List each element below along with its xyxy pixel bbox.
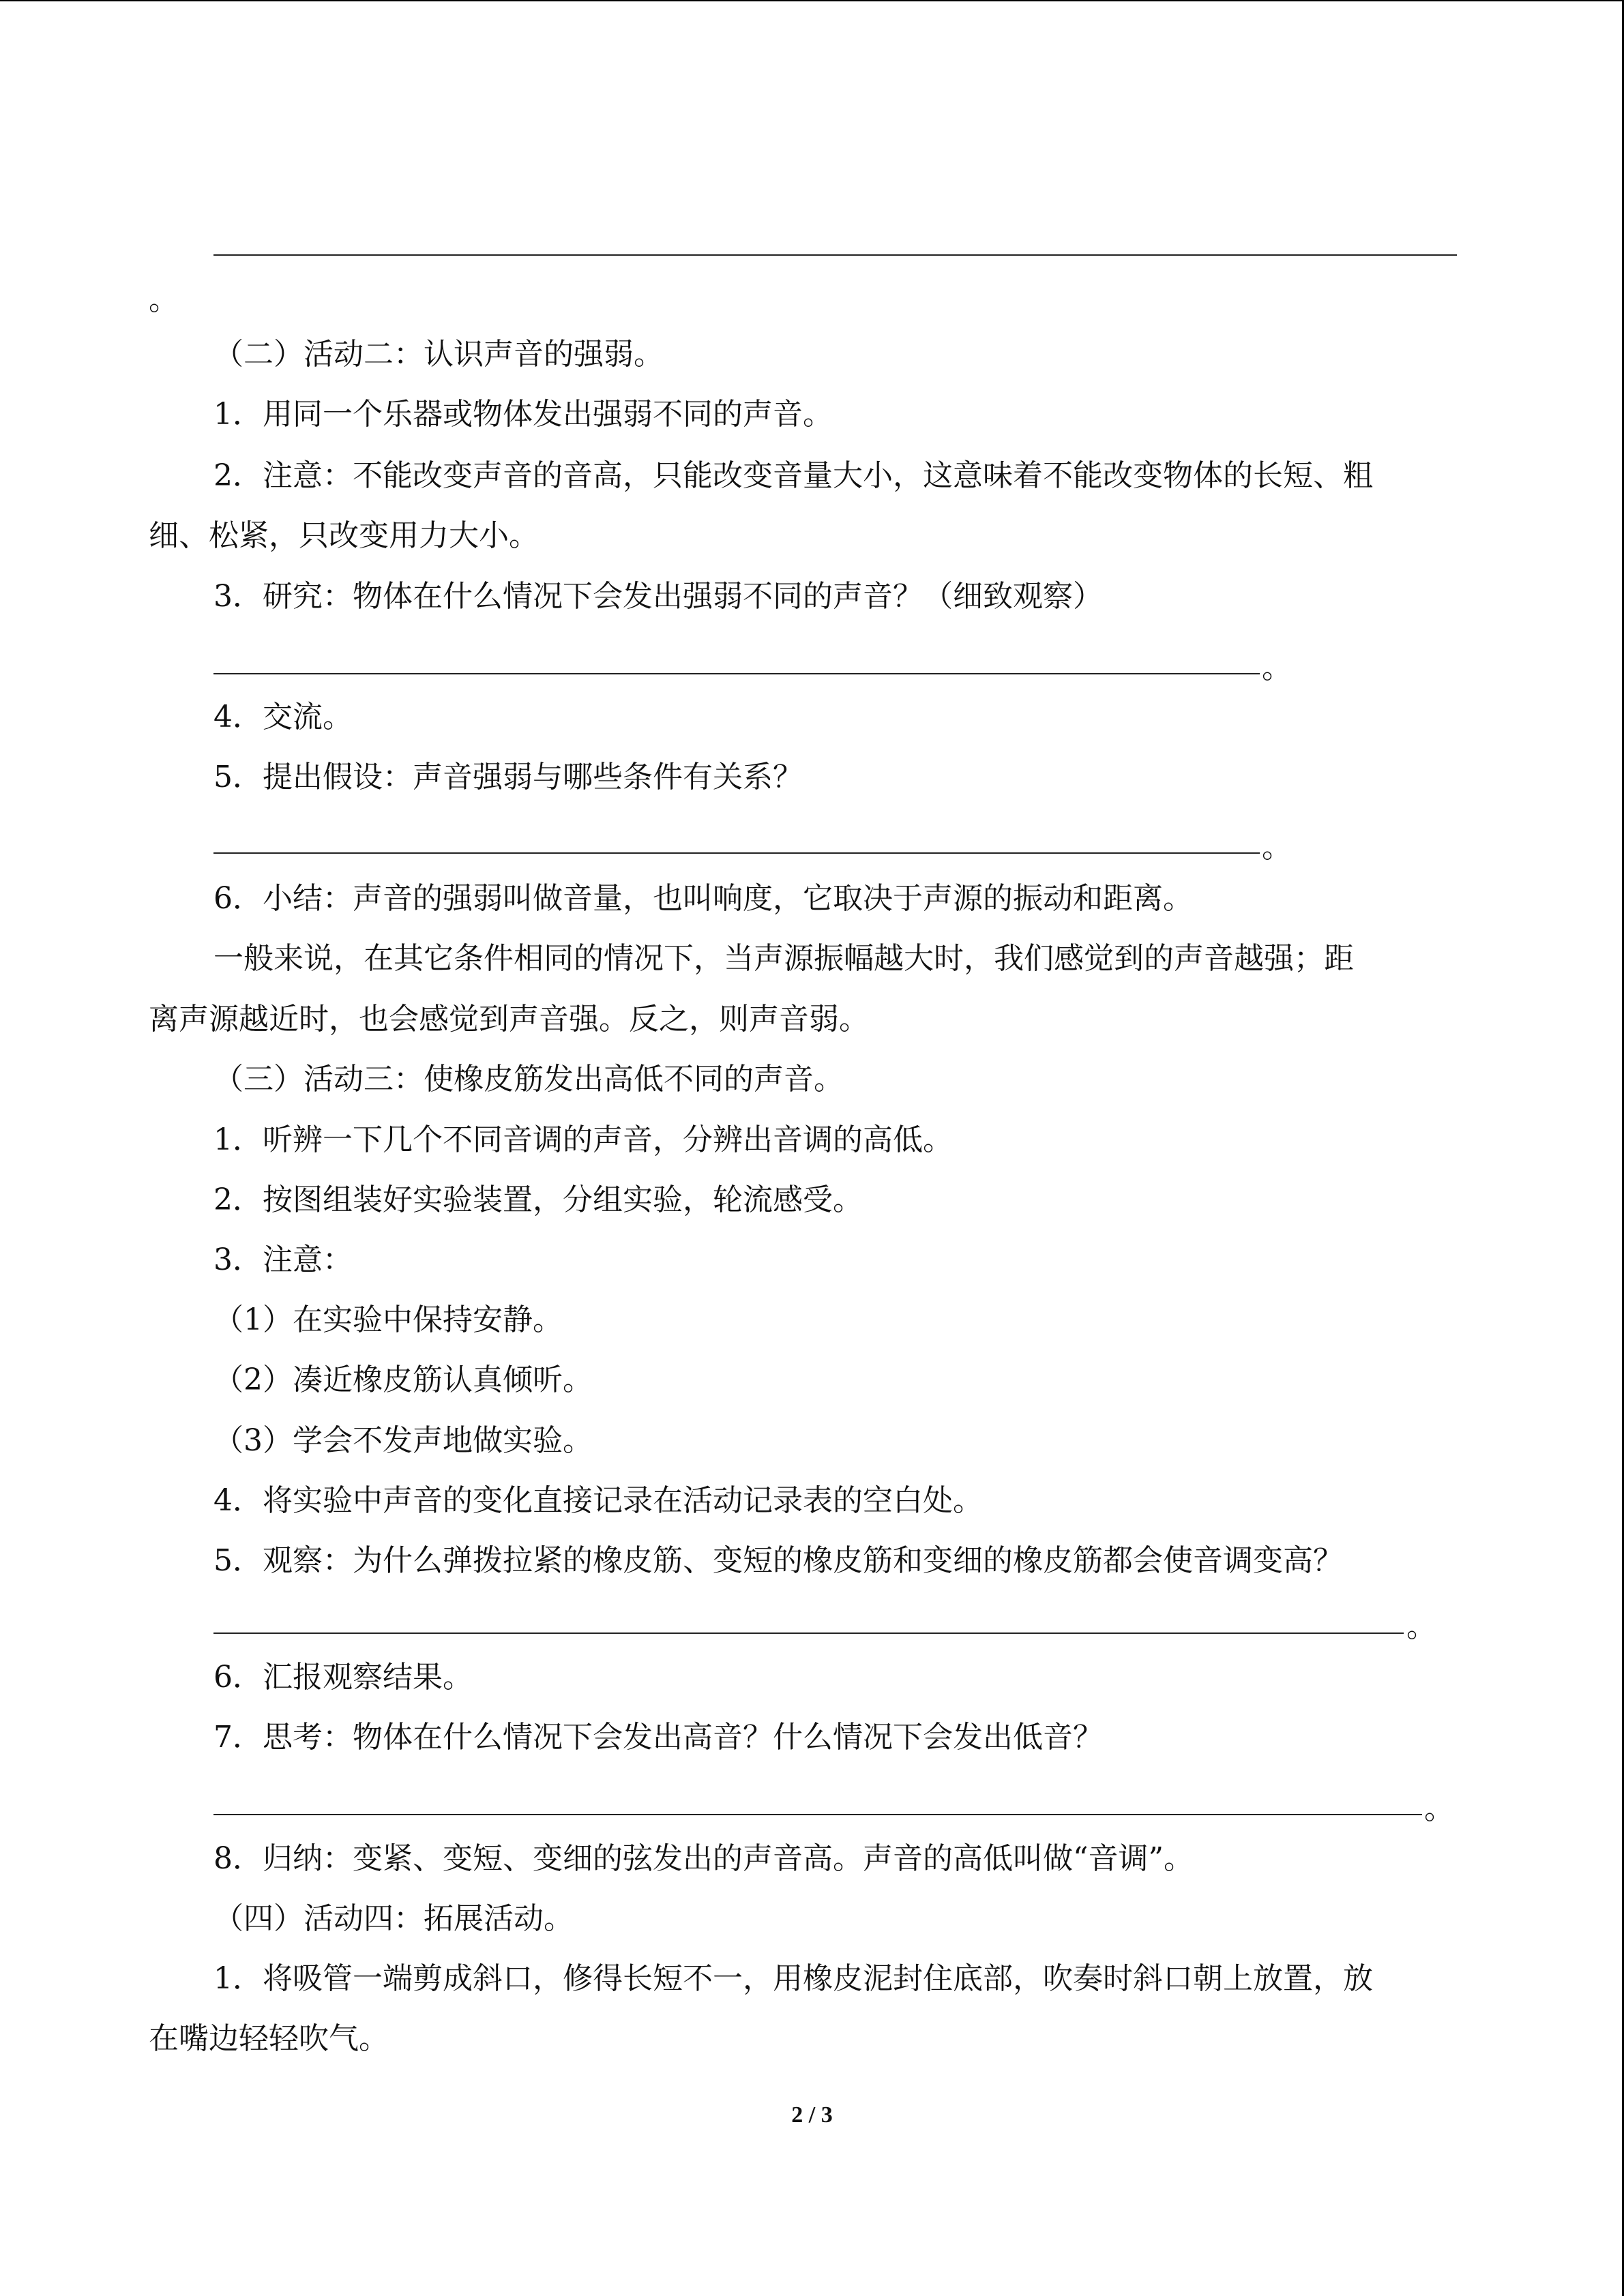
text-line: 3．注意： (213, 1242, 353, 1277)
text-line: 7．思考：物体在什么情况下会发出高音？什么情况下会发出低音？ (213, 1720, 1103, 1755)
section-heading-activity-2: （二）活动二：认识声音的强弱。 (213, 337, 664, 372)
text-line: 细、松紧，只改变用力大小。 (149, 518, 539, 553)
text-line: 3．研究：物体在什么情况下会发出强弱不同的声音？（细致观察） (213, 579, 1103, 614)
section-heading-activity-3: （三）活动三：使橡皮筋发出高低不同的声音。 (213, 1062, 844, 1097)
answer-blank-line (213, 1632, 1404, 1634)
text-line: 8．归纳：变紧、变短、变细的弦发出的声音高。声音的高低叫做“音调”。 (213, 1841, 1194, 1876)
text-line: 2．注意：不能改变声音的音高，只能改变音量大小，这意味着不能改变物体的长短、粗 (213, 458, 1373, 493)
text-line: 6．汇报观察结果。 (213, 1660, 473, 1695)
text-line: 2．按图组装好实验装置，分组实验，轮流感受。 (213, 1182, 863, 1217)
answer-blank-line (213, 1814, 1422, 1815)
period-mark: 。 (1262, 830, 1292, 865)
text-line: 4．将实验中声音的变化直接记录在活动记录表的空白处。 (213, 1483, 983, 1518)
text-line: （3）学会不发声地做实验。 (213, 1423, 593, 1458)
text-line: 6．小结：声音的强弱叫做音量，也叫响度，它取决于声源的振动和距离。 (213, 881, 1193, 916)
text-line: （1）在实验中保持安静。 (213, 1302, 563, 1337)
text-line: 4．交流。 (213, 700, 353, 734)
period-mark: 。 (1406, 1609, 1436, 1644)
text-line: 5．提出假设：声音强弱与哪些条件有关系？ (213, 760, 803, 794)
answer-blank-line (213, 673, 1260, 674)
page-top-border (0, 0, 1623, 1)
period-mark: 。 (1424, 1791, 1454, 1826)
text-line: 一般来说，在其它条件相同的情况下，当声源振幅越大时，我们感觉到的声音越强；距 (213, 941, 1354, 976)
text-line: 1．将吸管一端剪成斜口，修得长短不一，用橡皮泥封住底部，吹奏时斜口朝上放置，放 (213, 1961, 1373, 1996)
answer-blank-line (213, 254, 1457, 256)
text-line: （2）凑近橡皮筋认真倾听。 (213, 1362, 593, 1397)
section-heading-activity-4: （四）活动四：拓展活动。 (213, 1901, 574, 1936)
page-number: 2 / 3 (791, 2102, 833, 2128)
answer-blank-line (213, 852, 1260, 854)
period-mark: 。 (149, 282, 179, 317)
text-line: 1．用同一个乐器或物体发出强弱不同的声音。 (213, 397, 833, 432)
text-line: 5．观察：为什么弹拨拉紧的橡皮筋、变短的橡皮筋和变细的橡皮筋都会使音调变高？ (213, 1543, 1343, 1578)
text-line: 在嘴边轻轻吹气。 (149, 2021, 389, 2056)
text-line: 离声源越近时，也会感觉到声音强。反之，则声音弱。 (149, 1002, 869, 1037)
period-mark: 。 (1262, 651, 1292, 685)
text-line: 1．听辨一下几个不同音调的声音，分辨出音调的高低。 (213, 1122, 953, 1157)
